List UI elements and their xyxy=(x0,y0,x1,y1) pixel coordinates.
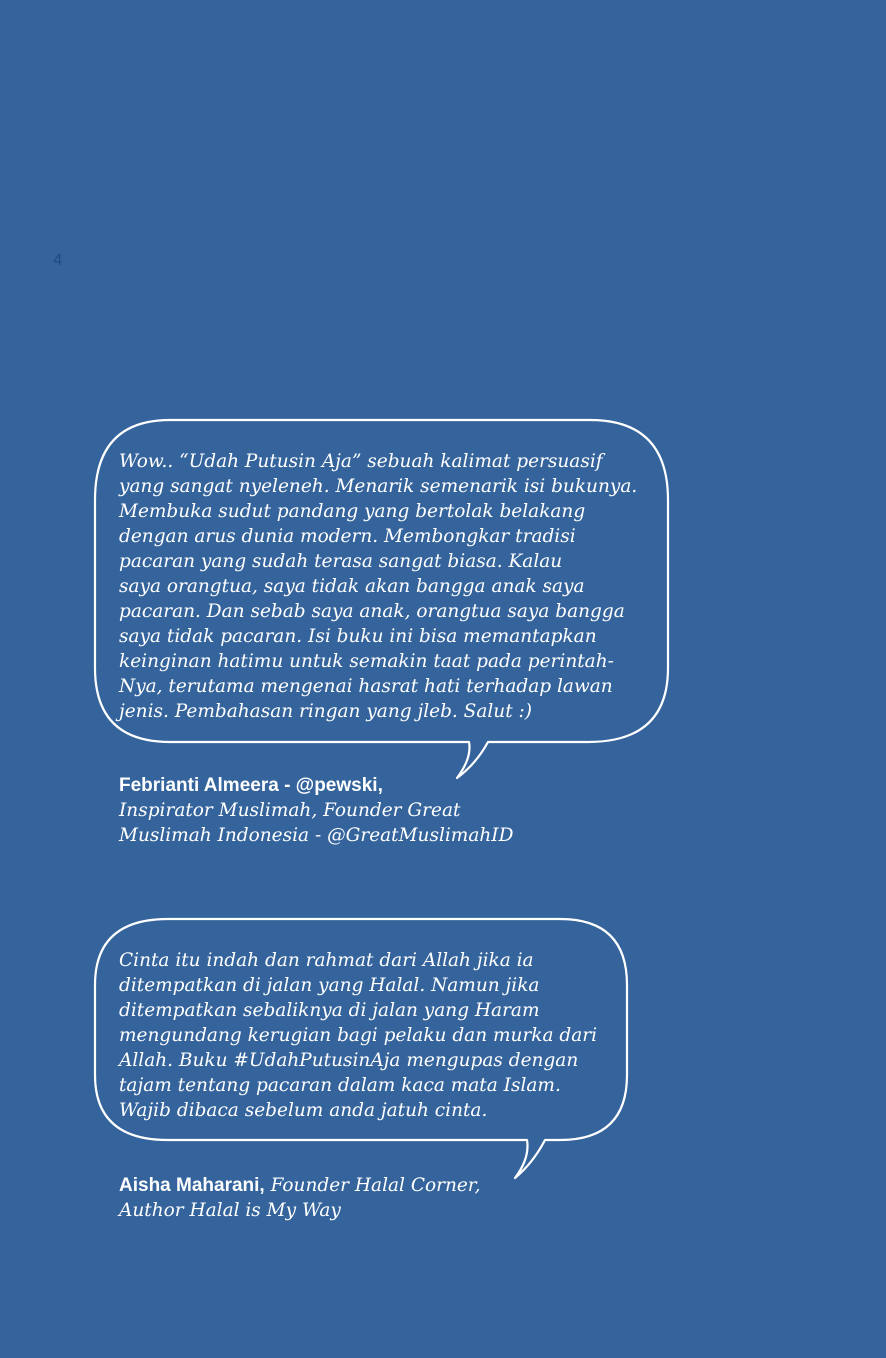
testimonial-quote-1: Wow.. “Udah Putusin Aja” sebuah kalimat persuasif yang sangat nyeleneh. Menarik semenarik isi bukunya. Membuka sudut pandang yang bertolak belakang dengan arus dunia modern. Membongkar tradisi pacaran yang sudah terasa sangat biasa. Kalau saya orangtua, saya tidak akan bangga anak saya pacaran. Dan sebab saya anak, orangtua saya bangga saya tidak pacaran. Isi buku ini bisa memantapkan keinginan hatimu untuk semakin taat pada perintah- Nya, terutama mengenai hasrat hati terhadap lawan jenis. Pembahasan ringan yang jleb. Salut :) xyxy=(119,451,638,722)
testimonial-attribution-2 xyxy=(119,1173,481,1223)
testimonial-role-1: Inspirator Muslimah, Founder Great Muslimah Indonesia - @GreatMuslimahID xyxy=(119,800,514,846)
testimonial-author-1: Febrianti Almeera - @pewski, xyxy=(119,775,383,796)
page-number: 4 xyxy=(53,250,63,269)
testimonial-quote-2: Cinta itu indah dan rahmat dari Allah jika ia ditempatkan di jalan yang Halal. Namun jika ditempatkan sebaliknya di jalan yang Haram mengundang kerugian bagi pelaku dan murka dari Allah. Buku #UdahPutusinAja mengupas dengan tajam tentang pacaran dalam kaca mata Islam. Wajib dibaca sebelum anda jatuh cinta. xyxy=(119,950,598,1121)
testimonial-attribution-1 xyxy=(119,773,513,848)
testimonial-author-2: Aisha Maharani, xyxy=(119,1175,265,1196)
testimonial-role-2: Founder Halal Corner, Author Halal is My Way xyxy=(119,1175,481,1221)
